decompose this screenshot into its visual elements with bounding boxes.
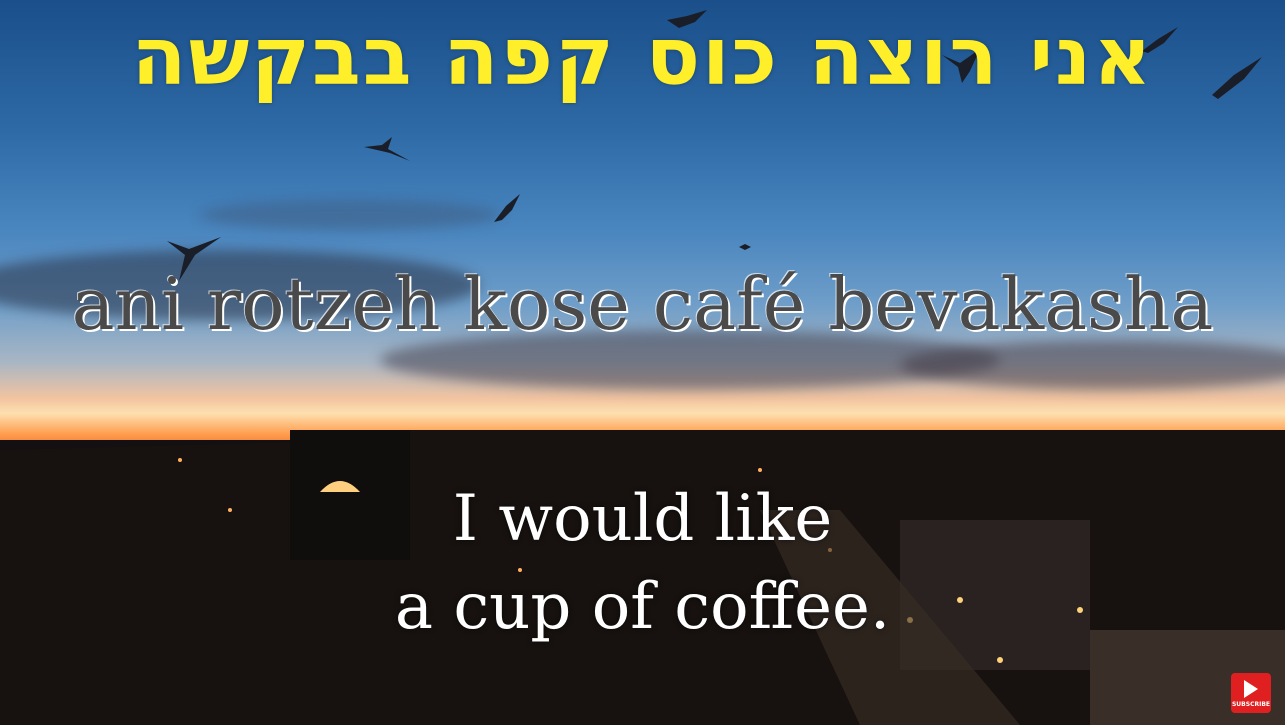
subscribe-label: SUBSCRIBE [1231,701,1270,708]
cloud [900,340,1285,390]
english-translation [0,475,1285,651]
hebrew-phrase: אני רוצה כוס קפה בבקשה [131,10,1154,103]
bird-icon [490,192,526,228]
english-translation-line-1: I would like [452,482,833,556]
play-icon [1244,680,1258,698]
bird-icon [362,135,412,165]
transliteration-phrase: ani rotzeh kose café bevakasha [71,262,1214,346]
english-translation-line-2: a cup of coffee. [394,570,891,644]
bird-icon [738,242,752,252]
subscribe-button[interactable] [1231,673,1271,713]
cloud [200,200,500,230]
